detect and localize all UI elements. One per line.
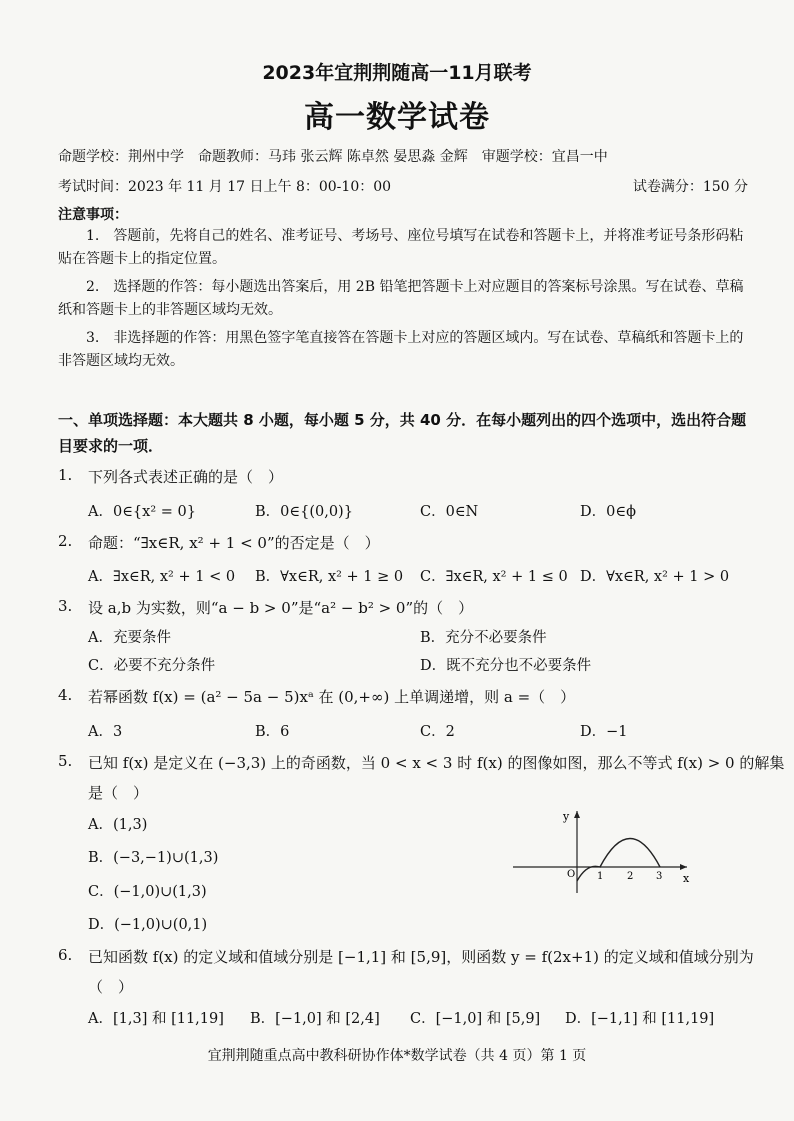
q1-stem: 下列各式表述正确的是（ ） <box>88 468 284 486</box>
authors-line: 命题学校：荆州中学 命题教师：马玮 张云辉 陈卓然 晏思淼 金辉 审题学校：宜昌一中 <box>58 149 608 165</box>
x-axis-label: x <box>683 872 690 885</box>
q4-option-c: C．2 <box>420 724 455 740</box>
q3-option-a: A．充要条件 <box>88 630 171 646</box>
q1-option-c: C．0∈N <box>420 504 479 520</box>
q2-option-c: C．∃x∈R, x² + 1 ≤ 0 <box>420 569 568 585</box>
q6-option-a: A．[1,3] 和 [11,19] <box>88 1011 224 1027</box>
q5-option-c: C．(−1,0)∪(1,3) <box>88 884 207 900</box>
note-item-3: 3. 非选择题的作答：用黑色签字笔直接答在答题卡上对应的答题区域内。写在试卷、草稿纸和答题卡上的非答题区域均无效。 <box>58 330 744 369</box>
q6-stem: 已知函数 f(x) 的定义域和值域分别是 [−1,1] 和 [5,9]，则函数 y = f(2x+1) 的定义域和值域分别为 <box>88 948 754 966</box>
exam-title: 2023年宜荆荆随高一11月联考 <box>262 62 532 84</box>
q2-option-d: D．∀x∈R, x² + 1 > 0 <box>580 569 730 585</box>
paper-title: 高一数学试卷 <box>304 100 490 135</box>
q3-option-b: B．充分不必要条件 <box>420 630 547 646</box>
q3-option-c: C．必要不充分条件 <box>88 658 216 674</box>
y-axis-arrow-icon <box>574 811 580 818</box>
page-footer: 宜荆荆随重点高中教科研协作体*数学试卷（共 4 页）第 1 页 <box>207 1048 587 1064</box>
exam-info-line <box>58 176 748 196</box>
q2-option-b: B．∀x∈R, x² + 1 ≥ 0 <box>255 569 404 585</box>
q5-option-b: B．(−3,−1)∪(1,3) <box>88 850 219 866</box>
full-score: 试卷满分：150 分 <box>632 179 748 195</box>
section-1-title: 一、单项选择题：本大题共 8 小题，每小题 5 分，共 40 分．在每小题列出的四个选项中，选出符合题目要求的一项． <box>58 411 747 455</box>
q5-stem-continued: 是（ ） <box>88 784 149 802</box>
note-item-2: 2. 选择题的作答：每小题选出答案后，用 2B 铅笔把答题卡上对应题目的答案标号涂黑。写在试卷、草稿纸和答题卡上的非答题区域均无效。 <box>58 279 744 318</box>
q1-number: 1. <box>58 466 73 484</box>
q6-option-d: D．[−1,1] 和 [11,19] <box>565 1011 715 1027</box>
q4-option-b: B．6 <box>255 724 290 740</box>
q1-option-b: B．0∈{(0,0)} <box>255 504 353 520</box>
q2-stem: 命题：“∃x∈R, x² + 1 < 0”的否定是（ ） <box>88 534 380 552</box>
note-item-1: 1. 答题前，先将自己的姓名、准考证号、考场号、座位号填写在试卷和答题卡上，并将准考证号条形码粘贴在答题卡上的指定位置。 <box>58 228 744 267</box>
q4-number: 4. <box>58 686 73 704</box>
q5-number: 5. <box>58 752 73 770</box>
q6-option-c: C．[−1,0] 和 [5,9] <box>410 1011 541 1027</box>
exam-time: 考试时间：2023 年 11 月 17 日上午 8：00-10：00 <box>58 179 392 195</box>
q3-number: 3. <box>58 597 73 615</box>
q4-option-d: D．−1 <box>580 724 628 740</box>
q6-number: 6. <box>58 946 73 964</box>
q4-stem: 若幂函数 f(x) = (a² − 5a − 5)xᵃ 在 (0,+∞) 上单调递增，则 a =（ ） <box>88 688 576 706</box>
y-axis-label: y <box>563 810 570 823</box>
q5-option-d: D．(−1,0)∪(0,1) <box>88 917 208 933</box>
tick-label-3: 3 <box>656 871 663 882</box>
tick-label-2: 2 <box>627 871 634 882</box>
function-curve <box>577 839 663 882</box>
q5-stem: 已知 f(x) 是定义在 (−3,3) 上的奇函数，当 0 < x < 3 时 f(x) 的图像如图，那么不等式 f(x) > 0 的解集 <box>88 754 785 772</box>
q6-option-b: B．[−1,0] 和 [2,4] <box>250 1011 380 1027</box>
q2-number: 2. <box>58 532 73 550</box>
q1-option-a: A．0∈{x² = 0} <box>88 504 196 520</box>
notes-heading: 注意事项： <box>58 207 128 223</box>
q5-option-a: A．(1,3) <box>88 817 148 833</box>
q6-stem-continued: （ ） <box>88 978 134 996</box>
q3-option-d: D．既不充分也不必要条件 <box>420 658 592 674</box>
tick-label-1: 1 <box>597 871 604 882</box>
q3-stem: 设 a,b 为实数，则“a − b > 0”是“a² − b² > 0”的（ ） <box>88 599 474 617</box>
q1-option-d: D．0∈ϕ <box>580 504 636 520</box>
origin-label: O <box>567 869 576 880</box>
x-axis-arrow-icon <box>680 864 687 870</box>
q4-option-a: A．3 <box>88 724 123 740</box>
q5-function-graph <box>505 805 705 895</box>
q2-option-a: A．∃x∈R, x² + 1 < 0 <box>88 569 236 585</box>
